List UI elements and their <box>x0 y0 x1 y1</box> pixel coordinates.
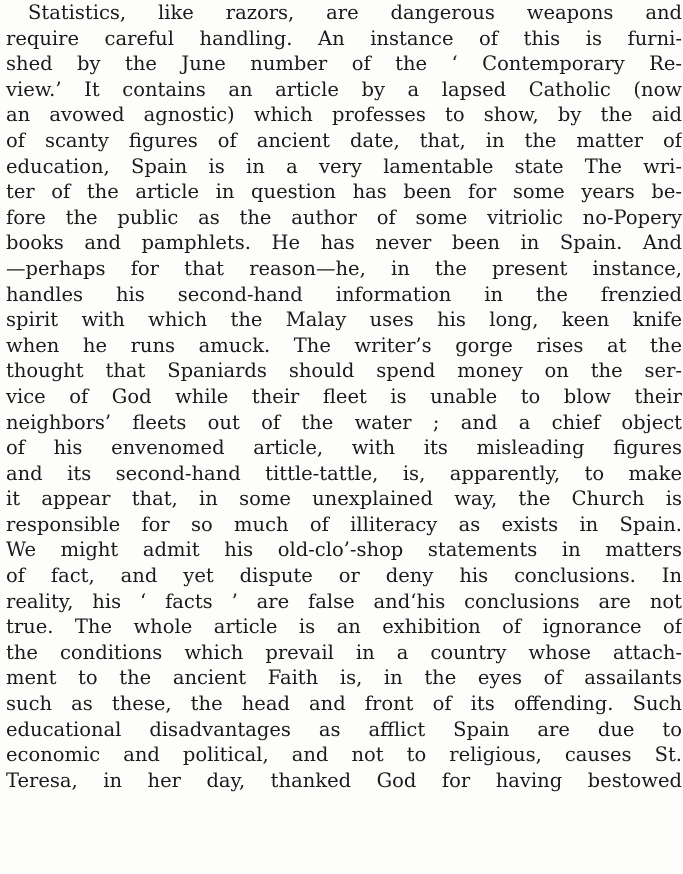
text-line: Statistics, like razors, are dangerous weapons and <box>28 1 682 24</box>
text-line: the conditions which prevail in a country whose attach- <box>6 640 682 664</box>
text-column <box>6 0 682 793</box>
text-line: thought that Spaniards should spend money on the ser- <box>6 359 682 383</box>
text-line: economic and political, and not to religious, causes St. <box>6 743 682 767</box>
text-line: of fact, and yet dispute or deny his conclusions. In <box>6 564 682 588</box>
text-line: such as these, the head and front of its offending. Such <box>6 692 682 716</box>
text-line: neighbors’ fleets out of the water ; and a chief object <box>6 410 682 434</box>
text-line: ment to the ancient Faith is, in the eyes of assailants <box>6 666 682 690</box>
text-line: it appear that, in some unexplained way, the Church is <box>6 487 682 511</box>
text-line: responsible for so much of illiteracy as exists in Spain. <box>6 512 682 536</box>
text-line: of scanty figures of ancient date, that, in the matter of <box>6 128 682 152</box>
text-line: of his envenomed article, with its misleading figures <box>6 436 682 460</box>
text-line: an avowed agnostic) which professes to show, by the aid <box>6 103 682 127</box>
text-line: handles his second-hand information in the frenzied <box>6 282 682 306</box>
text-line: shed by the June number of the ‘ Contemporary Re- <box>6 52 682 76</box>
text-line: educational disadvantages as afflict Spain are due to <box>6 717 682 741</box>
text-line: vice of God while their fleet is unable to blow their <box>6 384 682 408</box>
text-line: We might admit his old-clo’-shop statements in matters <box>6 538 682 562</box>
text-line: when he runs amuck. The writer’s gorge rises at the <box>6 333 682 357</box>
text-line: view.’ It contains an article by a lapsed Catholic (now <box>6 77 682 101</box>
text-line: reality, his ‘ facts ’ are false and‘his conclusions are not <box>6 589 682 613</box>
text-line: ter of the article in question has been for some years be- <box>6 180 682 204</box>
text-line: —perhaps for that reason—he, in the present instance, <box>6 256 682 280</box>
text-line: require careful handling. An instance of this is furni- <box>6 26 682 50</box>
text-line: spirit with which the Malay uses his long, keen knife <box>6 308 682 332</box>
text-line: true. The whole article is an exhibition of ignorance of <box>6 615 682 639</box>
text-line: books and pamphlets. He has never been in Spain. And <box>6 231 682 255</box>
text-line: and its second-hand tittle-tattle, is, apparently, to make <box>6 461 682 485</box>
text-line: fore the public as the author of some vitriolic no-Popery <box>6 205 682 229</box>
text-line: education, Spain is in a very lamentable state The wri- <box>6 154 682 178</box>
text-line: Teresa, in her day, thanked God for having bestowed <box>6 768 682 792</box>
